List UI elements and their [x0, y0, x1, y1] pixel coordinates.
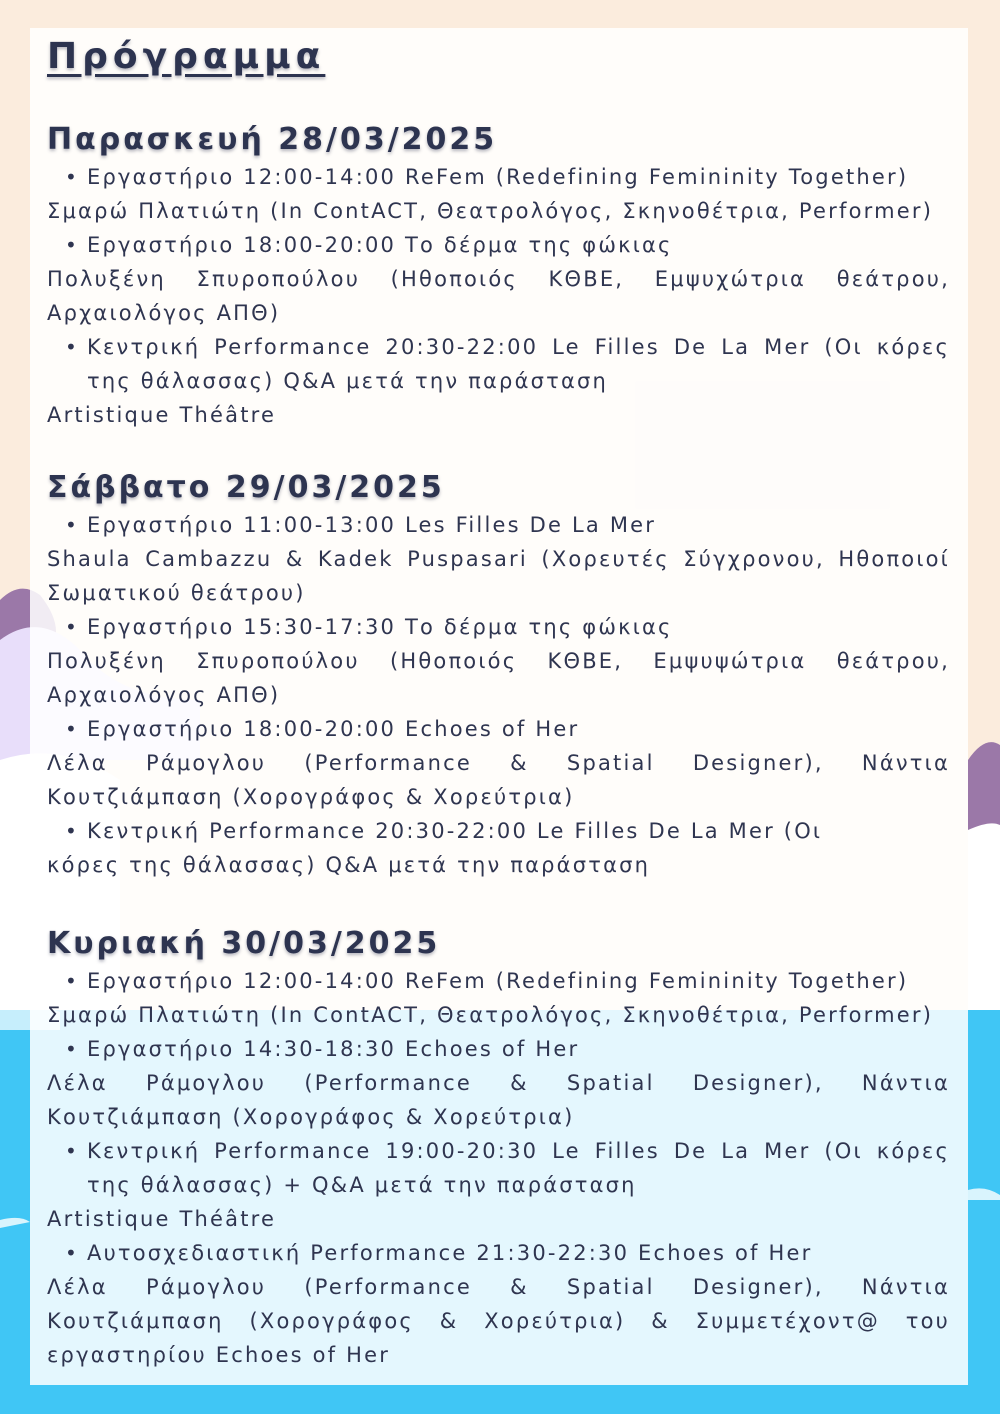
- day-heading: Κυριακή 30/03/2025: [47, 926, 441, 961]
- event-text: Εργαστήριο 15:30-17:30 Το δέρμα της φώκιας: [87, 615, 673, 639]
- event-line: [47, 712, 950, 746]
- program-card: [30, 28, 968, 1385]
- bullet-icon: •: [65, 335, 79, 359]
- page-title: Πρόγραμμα: [47, 36, 326, 77]
- program-item: [47, 814, 950, 882]
- event-line: [47, 228, 950, 262]
- event-line: [47, 1236, 950, 1270]
- program-item: [47, 1236, 950, 1372]
- event-text: Αυτοσχεδιαστική Performance 21:30-22:30 Echoes of Her: [87, 1241, 813, 1265]
- bullet-icon: •: [65, 969, 79, 993]
- program-item: [47, 610, 950, 712]
- program-item: [47, 330, 950, 432]
- event-text: Κεντρική Performance 20:30-22:00 Le Filles De La Mer (Οι κόρες της θάλασσας) Q&A μετά την παράσταση: [87, 335, 950, 393]
- bullet-icon: •: [65, 717, 79, 741]
- day-heading: Σάββατο 29/03/2025: [47, 470, 445, 505]
- bullet-icon: •: [65, 1139, 79, 1163]
- event-text: Εργαστήριο 11:00-13:00 Les Filles De La Mer: [87, 513, 657, 537]
- program-item: [47, 228, 950, 330]
- event-line: [47, 964, 950, 998]
- event-text: Κεντρική Performance 19:00-20:30 Le Filles De La Mer (Οι κόρες της θάλασσας) + Q&A μετά την παράσταση: [87, 1139, 950, 1197]
- people-text: Artistique Théâtre: [47, 1207, 277, 1231]
- bullet-icon: •: [65, 233, 79, 257]
- event-line: [47, 610, 950, 644]
- program-item: [47, 160, 950, 228]
- day-friday: [47, 120, 950, 432]
- event-text: Εργαστήριο 12:00-14:00 ReFem (Redefining Femininity Together): [87, 969, 909, 993]
- people-text: Shaula Cambazzu & Kadek Puspasari (Χορευτές Σύγχρονου, Ηθοποιοί Σωματικού θεάτρου): [47, 547, 950, 605]
- day-sunday: [47, 924, 950, 1372]
- program-item: [47, 712, 950, 814]
- people-text: Πολυξένη Σπυροπούλου (Ηθοποιός ΚΘΒΕ, Εμψυψώτρια θεάτρου, Αρχαιολόγος ΑΠΘ): [47, 649, 950, 707]
- program-item: [47, 1032, 950, 1134]
- event-text: Εργαστήριο 14:30-18:30 Echoes of Her: [87, 1037, 580, 1061]
- people-text: Λέλα Ράμογλου (Performance & Spatial Designer), Νάντια Κουτζιάμπαση (Χορογράφος & Χορεύτρια): [47, 751, 950, 809]
- event-line: [47, 160, 950, 194]
- event-text: Εργαστήριο 18:00-20:00 Το δέρμα της φώκιας: [87, 233, 673, 257]
- event-line: [47, 330, 950, 398]
- event-line: [47, 1032, 950, 1066]
- people-text: Σμαρώ Πλατιώτη (In ContACT, Θεατρολόγος, Σκηνοθέτρια, Performer): [47, 199, 934, 223]
- people-text: Πολυξένη Σπυροπούλου (Ηθοποιός ΚΘΒΕ, Εμψυχώτρια θεάτρου, Αρχαιολόγος ΑΠΘ): [47, 267, 950, 325]
- bullet-icon: •: [65, 1241, 79, 1265]
- day-heading: Παρασκευή 28/03/2025: [47, 122, 498, 157]
- people-text: Σμαρώ Πλατιώτη (In ContACT, Θεατρολόγος, Σκηνοθέτρια, Performer): [47, 1003, 934, 1027]
- program-item: [47, 964, 950, 1032]
- people-text: Λέλα Ράμογλου (Performance & Spatial Designer), Νάντια Κουτζιάμπαση (Χορογράφος & Χορεύτρια): [47, 1071, 950, 1129]
- program-item: [47, 508, 950, 610]
- event-text: Εργαστήριο 12:00-14:00 ReFem (Redefining Femininity Together): [87, 165, 909, 189]
- event-text: Εργαστήριο 18:00-20:00 Echoes of Her: [87, 717, 580, 741]
- people-text: κόρες της θάλασσας) Q&A μετά την παράσταση: [47, 853, 651, 877]
- people-text: Artistique Théâtre: [47, 403, 277, 427]
- bullet-icon: •: [65, 615, 79, 639]
- bullet-icon: •: [65, 1037, 79, 1061]
- event-line: [47, 814, 950, 848]
- day-saturday: [47, 468, 950, 882]
- bullet-icon: •: [65, 819, 79, 843]
- event-line: [47, 1134, 950, 1202]
- event-text: Κεντρική Performance 20:30-22:00 Le Filles De La Mer (Οι: [87, 819, 823, 843]
- bullet-icon: •: [65, 165, 79, 189]
- program-item: [47, 1134, 950, 1236]
- people-text: Λέλα Ράμογλου (Performance & Spatial Designer), Νάντια Κουτζιάμπαση (Χορογράφος & Χορεύτρια) & Συμμετέχοντ@ του εργαστηρίου Echoes of Her: [47, 1275, 950, 1367]
- event-line: [47, 508, 950, 542]
- bullet-icon: •: [65, 513, 79, 537]
